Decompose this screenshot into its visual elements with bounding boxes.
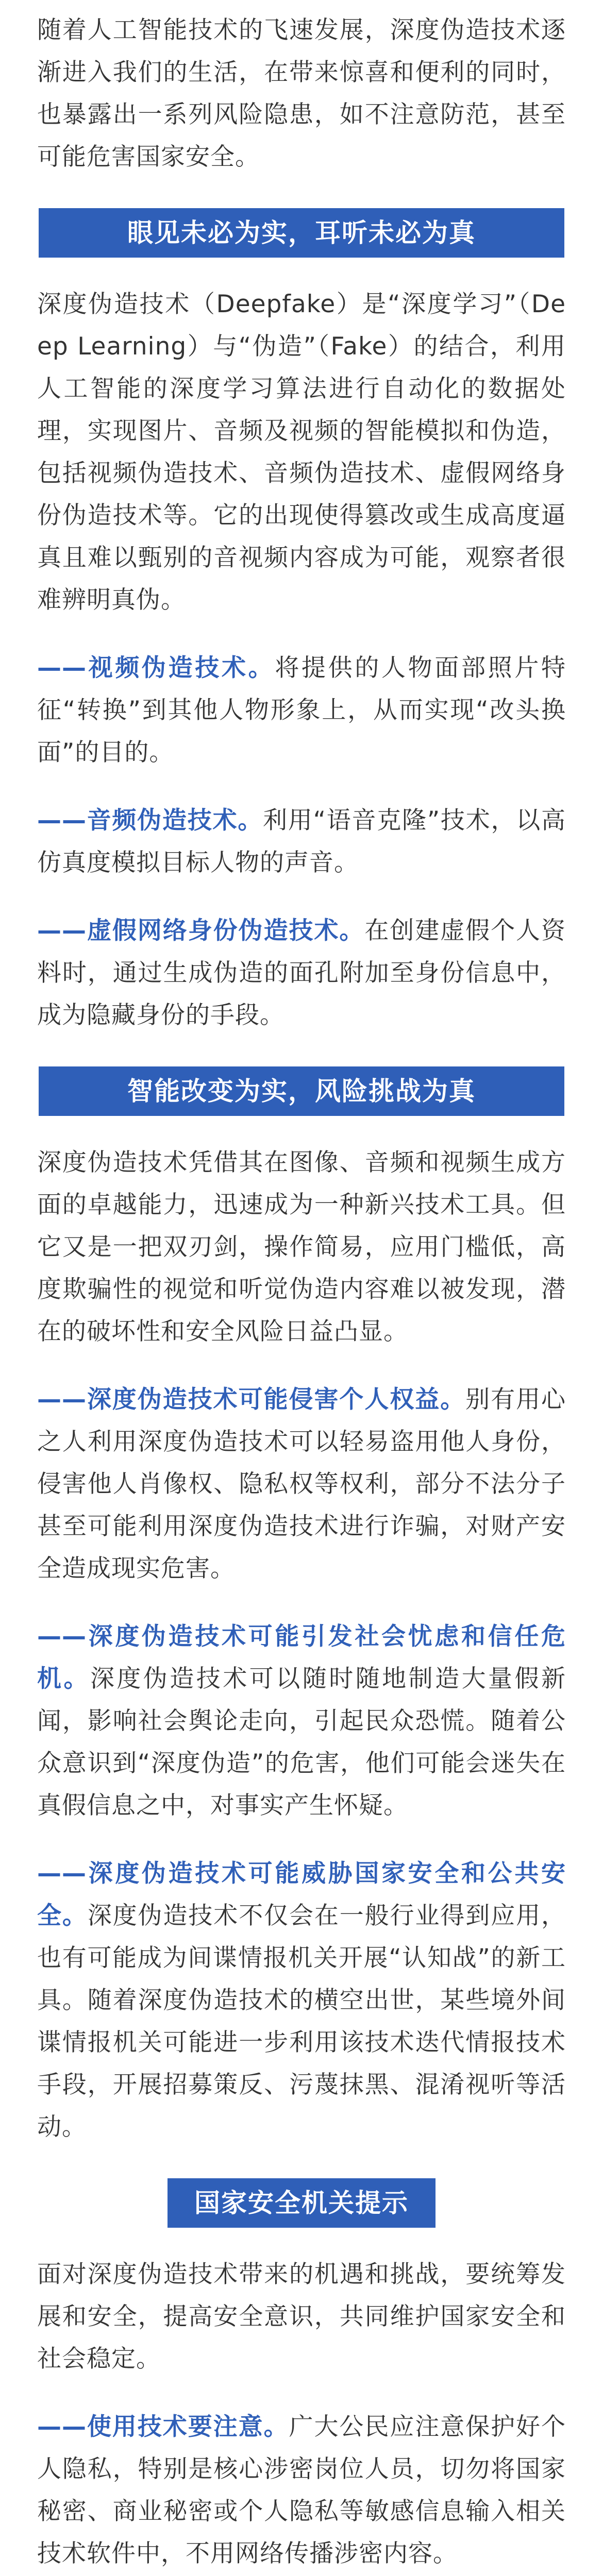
section3-item-usage (37, 2406, 566, 2575)
section1-item-video-text: 将提供的人物面部照片特征“转换”到其他人物形象上，从而实现“改头换面”的目的。 (37, 654, 566, 767)
section2-item-national (37, 1853, 566, 2148)
section2-paragraph: 深度伪造技术凭借其在图像、音频和视频生成方面的卓越能力，迅速成为一种新兴技术工具。但它又是一把双刃剑，操作简易，应用门槛低，高度欺骗性的视觉和听觉伪造内容难以被发现，潜在的破坏性和安全风险日益凸显。 (37, 1148, 566, 1346)
section-title-2: 智能改变为实，风险挑战为真 (39, 1066, 564, 1116)
section1-item-audio-text: 利用“语音克隆”技术，以高仿真度模拟目标人物的声音。 (37, 806, 566, 877)
section2-item-personal (37, 1379, 566, 1590)
section1-item-video-lead: ——视频伪造技术。 (37, 654, 275, 682)
section1-item-identity (37, 910, 566, 1037)
intro-paragraph: 随着人工智能技术的飞速发展，深度伪造技术逐渐进入我们的生活，在带来惊喜和便利的同时，也暴露出一系列风险隐患，如不注意防范，甚至可能危害国家安全。 (37, 16, 566, 171)
section2-item-national-lead: ——深度伪造技术可能威胁国家安全和公共安全。 (37, 1859, 566, 1930)
section2-item-social-lead: ——深度伪造技术可能引发社会忧虑和信任危机。 (37, 1622, 566, 1693)
section2-item-national-text: 深度伪造技术不仅会在一般行业得到应用，也有可能成为间谍情报机关开展“认知战”的新工具。随着深度伪造技术的横空出世，某些境外间谍情报机关可能进一步利用该技术迭代情报技术手段，开展招募策反、污蔑抹黑、混淆视听等活动。 (37, 1902, 566, 2141)
section2-item-social-text: 深度伪造技术可以随时随地制造大量假新闻，影响社会舆论走向，引起民众恐慌。随着公众意识到“深度伪造”的危害，他们可能会迷失在真假信息之中，对事实产生怀疑。 (37, 1665, 566, 1820)
section1-item-identity-text: 在创建虚假个人资料时，通过生成伪造的面孔附加至身份信息中，成为隐藏身份的手段。 (37, 917, 566, 1029)
section2-item-personal-text: 别有用心之人利用深度伪造技术可以轻易盗用他人身份，侵害他人肖像权、隐私权等权利，部分不法分子甚至可能利用深度伪造技术进行诈骗，对财产安全造成现实危害。 (37, 1385, 566, 1583)
section1-item-audio-lead: ——音频伪造技术。 (37, 806, 263, 835)
section-title-3: 国家安全机关提示 (167, 2178, 435, 2228)
section3-paragraph: 面对深度伪造技术带来的机遇和挑战，要统筹发展和安全，提高安全意识，共同维护国家安全和社会稳定。 (37, 2260, 566, 2373)
section1-item-video (37, 647, 566, 774)
section2-item-social (37, 1616, 566, 1827)
section1-item-audio (37, 800, 566, 884)
section1-paragraph: 深度伪造技术（Deepfake）是“深度学习”（Deep Learning）与“伪造”（Fake）的结合，利用人工智能的深度学习算法进行自动化的数据处理，实现图片、音频及视频的智能模拟和伪造，包括视频伪造技术、音频伪造技术、虚假网络身份伪造技术等。它的出现使得篡改或生成高度逼真且难以甄别的音视频内容成为可能，观察者很难辨明真伪。 (37, 290, 566, 614)
section3-item-usage-lead: ——使用技术要注意。 (37, 2413, 289, 2441)
section3-item-usage-text: 广大公民应注意保护好个人隐私，特别是核心涉密岗位人员，切勿将国家秘密、商业秘密或个人隐私等敏感信息输入相关技术软件中，不用网络传播涉密内容。 (37, 2413, 566, 2568)
section2-item-personal-lead: ——深度伪造技术可能侵害个人权益。 (37, 1385, 466, 1414)
section1-item-identity-lead: ——虚假网络身份伪造技术。 (37, 917, 365, 945)
section-title-1: 眼见未必为实，耳听未必为真 (39, 208, 564, 258)
